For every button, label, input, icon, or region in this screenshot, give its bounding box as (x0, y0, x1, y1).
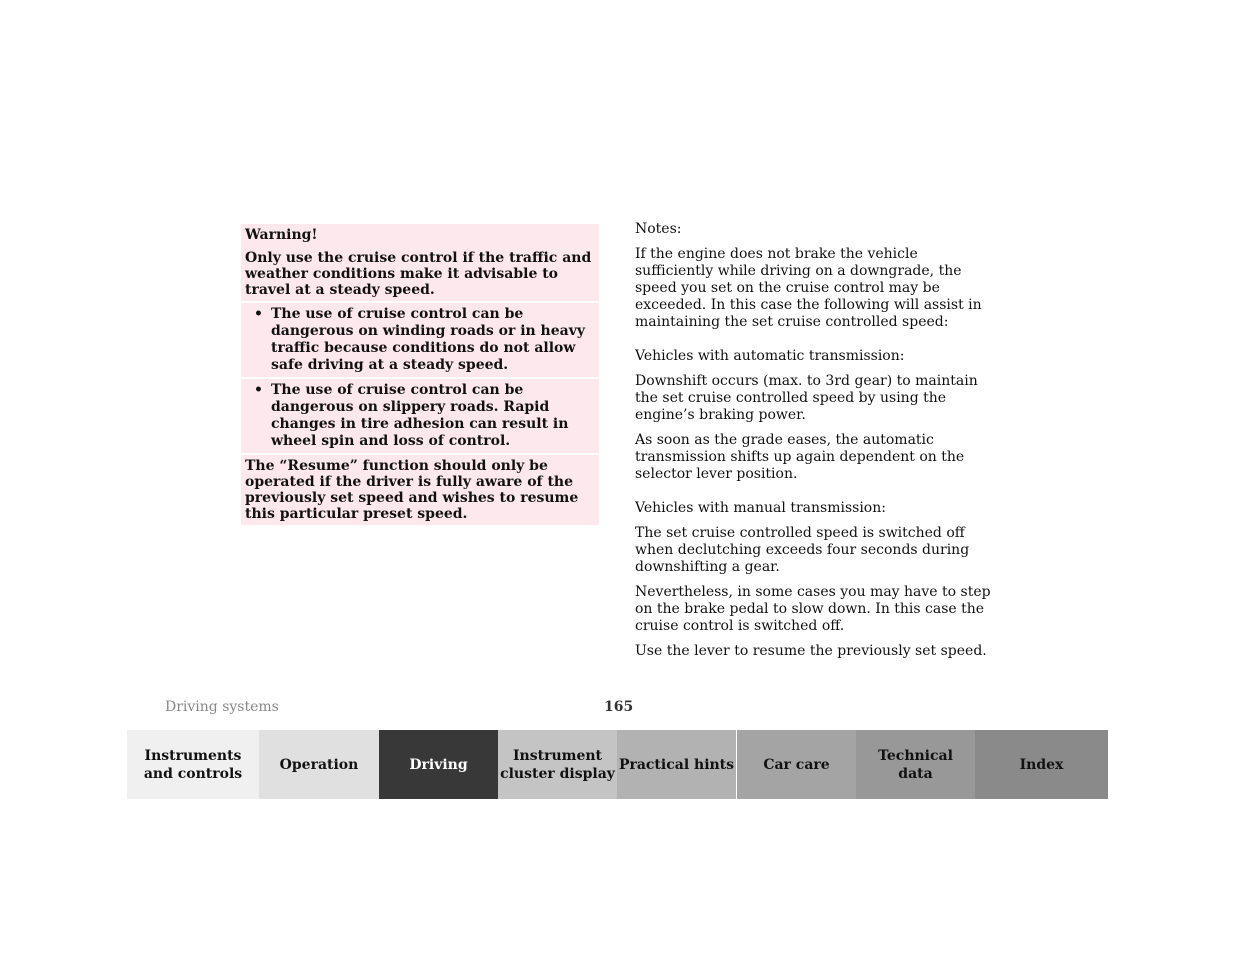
manual-paragraph-3: Use the lever to resume the previously set speed. (635, 643, 987, 659)
tab-label: Driving (409, 756, 468, 773)
tab-operation[interactable] (259, 730, 379, 799)
section-title: Driving systems (165, 699, 279, 715)
tab-car-care[interactable] (737, 730, 856, 799)
warning-resume-block (241, 455, 599, 525)
warning-bullet-text: The use of cruise control can be dangerous on winding roads or in heavy traffic because conditions do not allow safe driving at a steady speed. (271, 306, 585, 373)
manual-paragraph-2: Nevertheless, in some cases you may have to step on the brake pedal to slow down. In this case the cruise control is switched off. (635, 584, 991, 634)
warning-bullet (241, 379, 599, 453)
tab-instruments-and-controls[interactable] (127, 730, 259, 799)
tab-instrument-cluster-display[interactable] (498, 730, 617, 799)
notes-heading: Notes: (635, 221, 682, 237)
warning-resume: The “Resume” function should only be operated if the driver is fully aware of the previously set speed and wishes to resume this particular preset speed. (245, 458, 579, 522)
notes-intro: If the engine does not brake the vehicle sufficiently while driving on a downgrade, the speed you set on the cruise control may be exceeded. In this case the following will assist in maintaining the set cruise controlled speed: (635, 246, 982, 330)
warning-bullet-text: The use of cruise control can be dangerous on slippery roads. Rapid changes in tire adhesion can result in wheel spin and loss of control. (271, 382, 569, 449)
tab-driving[interactable] (379, 730, 498, 799)
warning-box (241, 224, 599, 527)
automatic-transmission-heading: Vehicles with automatic transmission: (635, 348, 905, 364)
page-number: 165 (604, 699, 634, 715)
notes-column (635, 221, 997, 668)
tab-label: Instrument cluster display (500, 747, 615, 782)
automatic-paragraph-2: As soon as the grade eases, the automatic transmission shifts up again dependent on the selector lever position. (635, 432, 965, 482)
warning-bullet (241, 303, 599, 377)
manual-paragraph-1: The set cruise controlled speed is switched off when declutching exceeds four seconds during downshifting a gear. (635, 525, 970, 575)
tab-label: Instruments and controls (143, 747, 243, 782)
warning-intro: Only use the cruise control if the traffic and weather conditions make it advisable to travel at a steady speed. (245, 250, 592, 298)
manual-transmission-heading: Vehicles with manual transmission: (635, 500, 886, 516)
tab-label: Index (1019, 756, 1064, 773)
bullet-icon: • (254, 306, 263, 322)
tab-technical-data[interactable] (856, 730, 975, 799)
tab-practical-hints[interactable] (617, 730, 737, 799)
tab-label: Practical hints (618, 756, 735, 773)
warning-header-block (241, 224, 599, 301)
automatic-paragraph-1: Downshift occurs (max. to 3rd gear) to maintain the set cruise controlled speed by using the engine’s braking power. (635, 373, 978, 423)
tab-label: Operation (279, 756, 359, 773)
tab-index[interactable] (975, 730, 1108, 799)
chapter-navigation (127, 730, 1108, 799)
warning-heading: Warning! (245, 227, 318, 243)
bullet-icon: • (254, 382, 263, 398)
tab-label: Technical data (878, 747, 953, 782)
tab-label: Car care (763, 756, 830, 773)
